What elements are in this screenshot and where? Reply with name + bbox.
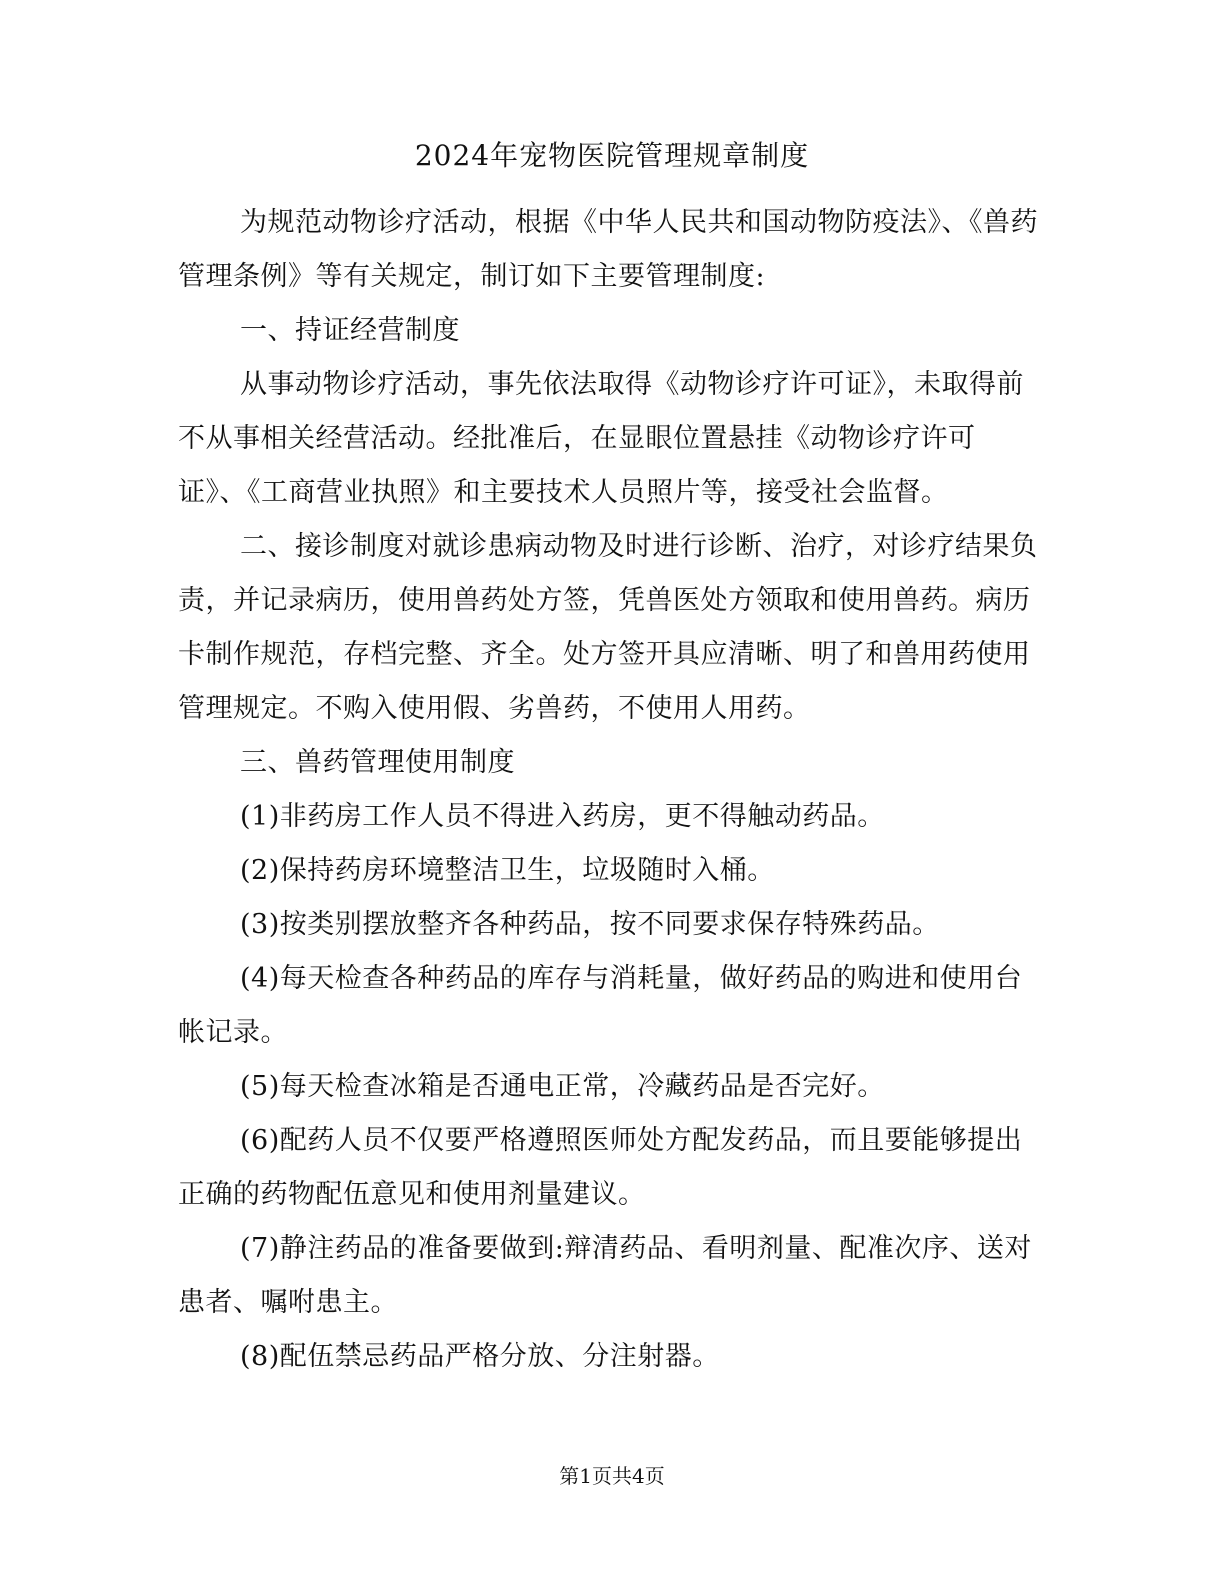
paragraph-intro: 为规范动物诊疗活动，根据《中华人民共和国动物防疫法》、《兽药管理条例》等有关规定，制订如下主要管理制度: — [178, 207, 1038, 292]
rule-item-3: (3)按类别摆放整齐各种药品，按不同要求保存特殊药品。 — [240, 909, 940, 940]
paragraph-license: 从事动物诊疗活动，事先依法取得《动物诊疗许可证》，未取得前不从事相关经营活动。经批准后，在显眼位置悬挂《动物诊疗许可证》、《工商营业执照》和主要技术人员照片等，接受社会监督。 — [178, 369, 1024, 508]
page-number-footer: 第1页共4页 — [559, 1464, 665, 1488]
rule-item-6: (6)配药人员不仅要严格遵照医师处方配发药品，而且要能够提出正确的药物配伍意见和使用剂量建议。 — [178, 1125, 1023, 1210]
rule-item-5: (5)每天检查冰箱是否通电正常，冷藏药品是否完好。 — [240, 1071, 885, 1102]
rule-item-2: (2)保持药房环境整洁卫生，垃圾随时入桶。 — [240, 855, 775, 886]
rule-item-8: (8)配伍禁忌药品严格分放、分注射器。 — [240, 1341, 720, 1372]
rule-item-1: (1)非药房工作人员不得进入药房，更不得触动药品。 — [240, 801, 885, 832]
document-title: 2024年宠物医院管理规章制度 — [414, 139, 810, 172]
paragraph-reception: 二、接诊制度对就诊患病动物及时进行诊断、治疗，对诊疗结果负责，并记录病历，使用兽药处方签，凭兽医处方领取和使用兽药。病历卡制作规范，存档完整、齐全。处方签开具应清晰、明了和兽用药使用管理规定。不购入使用假、劣兽药，不使用人用药。 — [178, 531, 1038, 724]
document-body — [178, 196, 1038, 1384]
section-heading-1: 一、持证经营制度 — [240, 315, 460, 346]
rule-item-7: (7)静注药品的准备要做到:辩清药品、看明剂量、配准次序、送对患者、嘱咐患主。 — [178, 1233, 1032, 1318]
rule-item-4: (4)每天检查各种药品的库存与消耗量，做好药品的购进和使用台帐记录。 — [178, 963, 1023, 1048]
section-heading-3: 三、兽药管理使用制度 — [240, 747, 515, 778]
